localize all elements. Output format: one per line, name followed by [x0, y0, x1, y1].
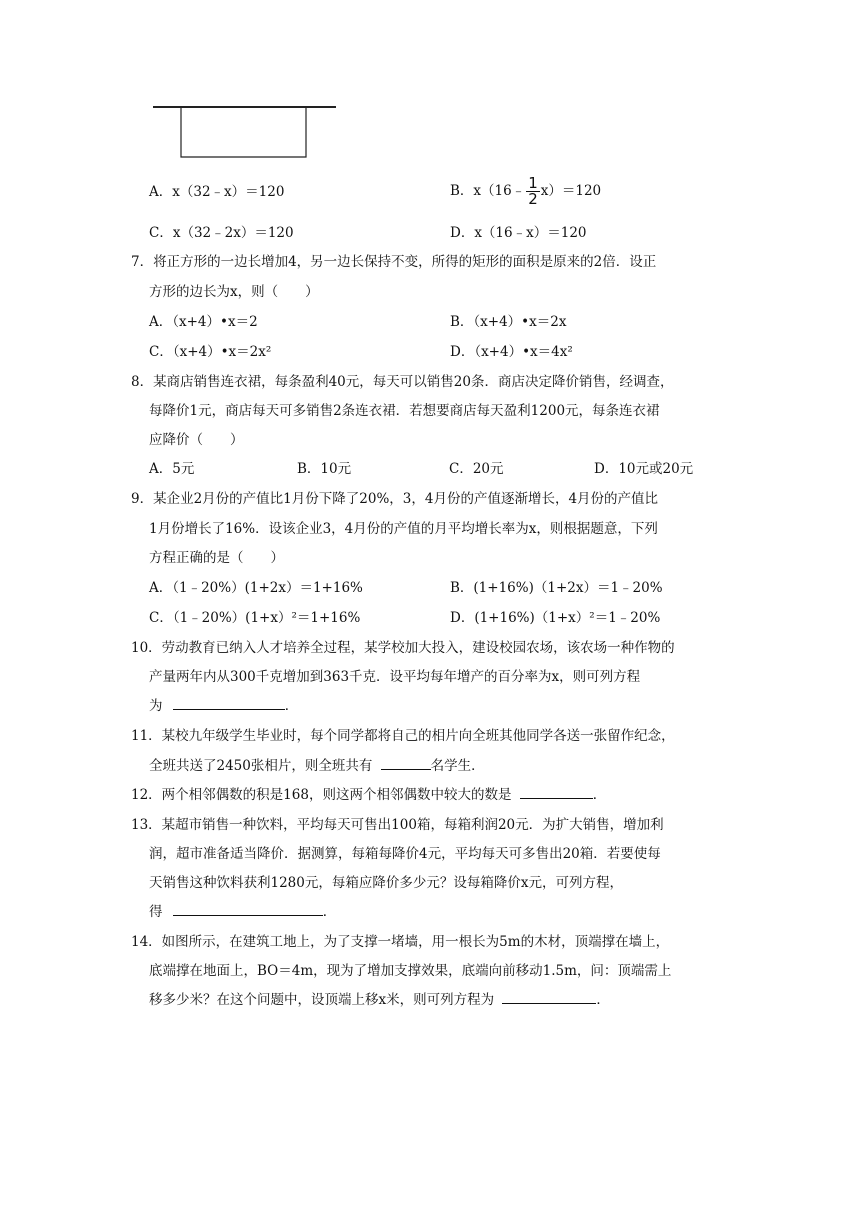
- q8-line2: 每降价1元，商店每天可多销售2条连衣裙．若想要商店每天盈利1200元，每条连衣裙: [149, 403, 660, 419]
- q12-line1-post: ．: [592, 787, 607, 803]
- q12-line1: [131, 783, 606, 803]
- q13-line4: [149, 900, 336, 920]
- q14-line1: 14．如图所示，在建筑工地上，为了支撑一堵墙，用一根长为5m的木材，顶端撑在墙上，: [131, 934, 670, 950]
- q11-line2-pre: 全班共送了2450张相片，则全班共有: [149, 758, 373, 774]
- q11-line2-post: 名学生．: [430, 758, 485, 774]
- q9-option-d: D．(1+16%)（1+x）²＝1﹣20%: [450, 610, 661, 626]
- q12-line1-pre: 12．两个相邻偶数的积是168，则这两个相邻偶数中较大的数是: [131, 787, 512, 803]
- q6-option-a: A．x（32﹣x）＝120: [149, 184, 285, 200]
- q10-line2: 产量两年内从300千克增加到363千克．设平均每年增产的百分率为x，则可列方程: [149, 669, 641, 685]
- q14-line3-post: ．: [596, 992, 610, 1008]
- q7-option-d: D．（x+4）•x＝4x²: [450, 344, 573, 360]
- q10-line3: [149, 694, 298, 714]
- q6-option-b: [450, 176, 601, 207]
- q13-line3: 天销售这种饮料获利1280元，每箱应降价多少元？设每箱降价x元，可列方程，: [149, 875, 623, 891]
- q9-option-a: A．（1﹣20%）(1+2x）＝1+16%: [149, 580, 363, 596]
- q9-line1: 9．某企业2月份的产值比1月份下降了20%，3，4月份的产值逐渐增长，4月份的产值比: [131, 491, 659, 507]
- q10-line3-pre: 为: [149, 698, 163, 714]
- q11-answer-blank[interactable]: [381, 756, 431, 770]
- q8-line1: 8．某商店销售连衣裙，每条盈利40元，每天可以销售20条．商店决定降价销售，经调查，: [131, 374, 674, 390]
- fraction-one-half: [526, 176, 540, 207]
- q7-option-b: B．（x+4）•x＝2x: [450, 314, 567, 330]
- q13-line1: 13．某超市销售一种饮料，平均每天可售出100箱，每箱利润20元．为扩大销售，增加利: [131, 817, 664, 833]
- q8-option-a: A．5元: [149, 461, 195, 477]
- q10-answer-blank[interactable]: [173, 696, 285, 710]
- q13-line2: 润，超市准备适当降价．据测算，每箱每降价4元，平均每天可多售出20箱．若要使每: [149, 846, 661, 862]
- fraction-numerator: 1: [528, 174, 538, 192]
- q6-option-c: C．x（32﹣2x）＝120: [149, 225, 294, 241]
- q9-line2: 1月份增长了16%．设该企业3，4月份的产值的月平均增长率为x，则根据题意，下列: [149, 521, 658, 537]
- fraction-denominator: 2: [528, 190, 538, 208]
- q10-line1: 10．劳动教育已纳入人才培养全过程，某学校加大投入，建设校园农场，该农场一种作物的: [131, 640, 675, 656]
- q6-option-b-pre: B．x（16﹣: [450, 183, 526, 199]
- q14-line2: 底端撑在地面上，BO＝4m，现为了增加支撑效果，底端向前移动1.5m，问：顶端需上: [149, 963, 672, 979]
- q6-option-d: D．x（16﹣x）＝120: [450, 225, 587, 241]
- q9-line3: 方程正确的是（ ）: [149, 550, 284, 566]
- q14-line3-pre: 移多少米？在这个问题中，设顶端上移x米，则可列方程为: [149, 992, 495, 1008]
- q7-line2: 方形的边长为x，则（ ）: [149, 284, 319, 300]
- q7-option-a: A．（x+4）•x＝2: [149, 314, 258, 330]
- q9-option-b: B．(1+16%)（1+2x）＝1﹣20%: [450, 580, 663, 596]
- q7-option-c: C．（x+4）•x＝2x²: [149, 344, 272, 360]
- q8-option-d: D．10元或20元: [594, 461, 694, 477]
- q13-line4-pre: 得: [149, 904, 163, 920]
- q9-option-c: C．（1﹣20%）(1+x）²＝1+16%: [149, 610, 361, 626]
- q8-option-c: C．20元: [449, 461, 504, 477]
- q8-option-b: B．10元: [297, 461, 352, 477]
- q6-option-b-post: x）＝120: [540, 183, 602, 199]
- q7-line1: 7．将正方形的一边长增加4，另一边长保持不变，所得的矩形的面积是原来的2倍．设正: [131, 254, 657, 270]
- q14-line3: [149, 988, 610, 1008]
- q13-answer-blank[interactable]: [173, 902, 323, 916]
- q13-line4-post: ．: [322, 904, 337, 920]
- q10-line3-post: ．: [284, 698, 299, 714]
- q12-answer-blank[interactable]: [520, 785, 593, 799]
- rectangle-figure: [150, 100, 340, 162]
- q11-line2: [149, 754, 485, 774]
- q8-line3: 应降价（ ）: [149, 432, 244, 448]
- q14-answer-blank[interactable]: [502, 990, 596, 1004]
- q11-line1: 11．某校九年级学生毕业时，每个同学都将自己的相片向全班其他同学各送一张留作纪念，: [131, 728, 675, 744]
- rectangle-outline: [181, 107, 306, 157]
